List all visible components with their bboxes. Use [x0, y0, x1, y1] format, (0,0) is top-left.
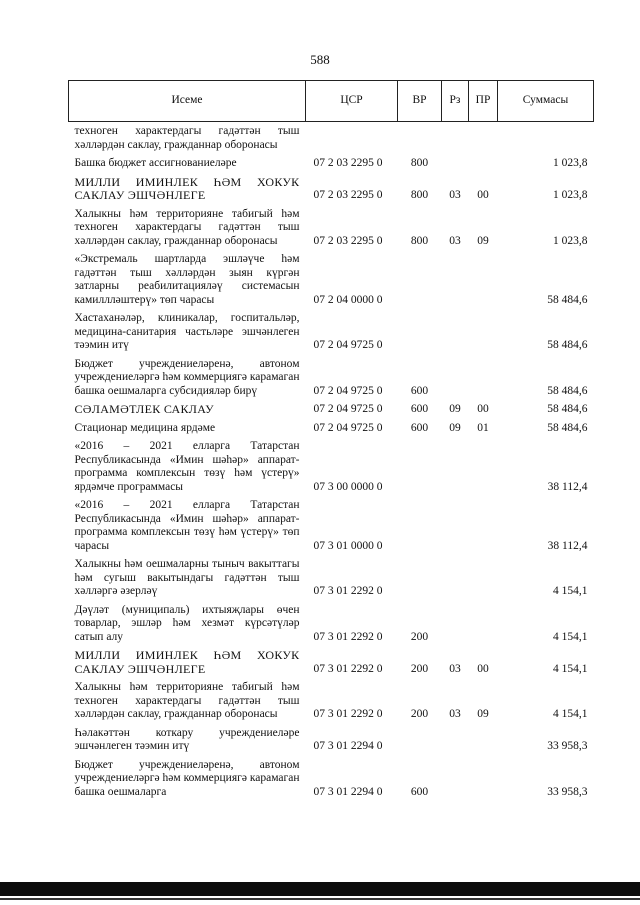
- table-row: [69, 756, 594, 802]
- row-name: МИЛЛИ ИМИНЛЕК ҺӘМ ХОКУК САКЛАУ ЭШЧӘНЛЕГЕ: [74, 174, 300, 202]
- row-rz: 03: [449, 708, 461, 720]
- row-amount: 4 154,1: [553, 585, 588, 597]
- table-row: [69, 205, 594, 251]
- row-rz: [442, 154, 469, 173]
- row-vr: [398, 496, 442, 555]
- row-amount: 58 484,6: [547, 384, 588, 397]
- row-amount: 38 112,4: [547, 539, 588, 552]
- row-pr: [469, 154, 498, 173]
- row-name: Халыкны һәм территорияне табигый һәм техноген характердагы гадәттән тыш хәлләрдән саклау, гражданнар оборонасы: [74, 681, 300, 720]
- table-row: [69, 496, 594, 555]
- row-name: Дәүләт (муниципаль) ихтыяҗлары өчен товарлар, эшләр һәм хезмәт күрсәтүләр сатып алу: [74, 603, 300, 643]
- row-vr: [398, 437, 442, 496]
- row-csr: 07 2 04 9725 0: [313, 403, 383, 415]
- row-vr: 600: [410, 384, 429, 397]
- row-rz: [442, 437, 469, 496]
- page-number: 588: [310, 52, 330, 67]
- table-row: [69, 601, 594, 647]
- table-row: [69, 122, 594, 155]
- row-name: «2016 – 2021 елларга Татарстан Республикасында «Имин шәһәр» аппарат-программа комплексын төзү һәм үстерү» төп чарасы: [74, 499, 300, 552]
- header-vr: ВР: [398, 81, 442, 122]
- table-row: [69, 154, 594, 173]
- row-pr: 00: [477, 403, 489, 415]
- row-csr: 07 2 04 9725 0: [313, 421, 383, 434]
- row-rz: [442, 601, 469, 647]
- header-rz: Рз: [442, 81, 469, 122]
- row-rz: 03: [449, 189, 461, 201]
- row-csr: 07 2 03 2295 0: [313, 157, 383, 169]
- row-pr: 09: [477, 708, 489, 720]
- table-row: [69, 419, 594, 438]
- row-vr: 200: [410, 630, 429, 643]
- row-csr: 07 2 04 0000 0: [313, 293, 383, 306]
- row-pr: 00: [477, 662, 489, 675]
- row-pr: [469, 437, 498, 496]
- row-vr: 800: [410, 234, 429, 247]
- row-csr: 07 3 01 2294 0: [313, 785, 383, 798]
- table-row: [69, 437, 594, 496]
- row-rz: [442, 496, 469, 555]
- row-pr: [469, 555, 498, 601]
- row-amount: 58 484,6: [547, 293, 588, 306]
- row-vr: 600: [410, 785, 429, 798]
- row-amount: 1 023,8: [553, 157, 588, 169]
- row-name: Башка бюджет ассигнованиеләре: [74, 157, 237, 169]
- row-rz: [442, 724, 469, 756]
- row-name: Стационар медицина ярдәме: [74, 421, 216, 434]
- row-amount: 4 154,1: [553, 662, 588, 675]
- row-pr: [469, 122, 498, 155]
- row-pr: [469, 724, 498, 756]
- row-name: «2016 – 2021 елларга Татарстан Республикасында «Имин шәһәр» аппарат-программа комплексын төзү һәм үстерү» ярдәмче программасы: [74, 440, 300, 493]
- row-vr: [398, 724, 442, 756]
- row-pr: 09: [477, 234, 489, 247]
- row-rz: [442, 355, 469, 401]
- row-pr: [469, 309, 498, 355]
- table-row: [69, 173, 594, 205]
- header-amount: Суммасы: [498, 81, 594, 122]
- row-vr: [398, 555, 442, 601]
- row-amount: 58 484,6: [547, 403, 588, 415]
- row-csr: [306, 122, 398, 155]
- row-csr: 07 2 04 9725 0: [313, 384, 383, 397]
- row-name: «Экстремаль шартларда эшләүче һәм гадәттән тыш хәлләрдән зыян күргән затларны реабилитацияләү системасын камиллләштерү» төп чарасы: [74, 253, 300, 306]
- table-header-row: [69, 81, 594, 122]
- row-amount: 58 484,6: [547, 339, 588, 351]
- table-row: [69, 678, 594, 724]
- row-csr: 07 3 01 2292 0: [313, 662, 383, 675]
- row-pr: [469, 250, 498, 309]
- row-vr: [398, 309, 442, 355]
- row-rz: [442, 122, 469, 155]
- row-name: МИЛЛИ ИМИНЛЕК ҺӘМ ХОКУК САКЛАУ ЭШЧӘНЛЕГЕ: [74, 648, 300, 676]
- row-name: Хастаханәләр, клиникалар, госпитальләр, медицина-санитария частьләре эшчәнлеген тәэмин итү: [74, 312, 300, 351]
- row-name: техноген характердагы гадәттән тыш хәлләрдән саклау, гражданнар оборонасы: [74, 125, 300, 151]
- row-csr: 07 2 03 2295 0: [313, 234, 383, 247]
- row-amount: 58 484,6: [547, 421, 588, 434]
- row-name: Бюджет учреждениеләренә, автоном учреждениеләргә һәм коммерциягә карамаган башка оешмаларга: [74, 758, 300, 798]
- row-vr: [398, 250, 442, 309]
- table-row: [69, 400, 594, 419]
- row-rz: [442, 756, 469, 802]
- row-amount: 1 023,8: [553, 234, 588, 247]
- table-row: [69, 250, 594, 309]
- row-vr: [398, 122, 442, 155]
- row-vr: 200: [410, 708, 429, 720]
- row-vr: 800: [410, 189, 429, 201]
- row-amount: 38 112,4: [547, 480, 588, 493]
- row-csr: 07 3 01 2292 0: [313, 708, 383, 720]
- row-rz: 09: [449, 421, 461, 434]
- table-row: [69, 355, 594, 401]
- header-csr: ЦСР: [306, 81, 398, 122]
- table-row: [69, 724, 594, 756]
- row-csr: 07 3 01 2294 0: [313, 740, 383, 752]
- row-csr: 07 3 00 0000 0: [313, 480, 383, 493]
- header-pr: ПР: [469, 81, 498, 122]
- row-amount: 1 023,8: [553, 189, 588, 201]
- row-name: Һәлакәттән коткару учреждениеләре эшчәнлеген тәэмин итү: [74, 726, 300, 752]
- row-pr: [469, 756, 498, 802]
- row-amount: 4 154,1: [553, 708, 588, 720]
- row-rz: [442, 555, 469, 601]
- row-csr: 07 3 01 2292 0: [313, 630, 383, 643]
- row-vr: 200: [410, 662, 429, 675]
- scan-edge-line: [0, 898, 640, 900]
- table-row: [69, 555, 594, 601]
- row-name: Бюджет учреждениеләренә, автоном учреждениеләргә һәм коммерциягә карамаган башка оешмаларга субсидияләр бирү: [74, 357, 300, 397]
- row-rz: 03: [449, 234, 461, 247]
- row-amount: 33 958,3: [547, 740, 588, 752]
- row-vr: 600: [410, 403, 429, 415]
- table-body: [69, 122, 594, 802]
- row-csr: 07 3 01 2292 0: [313, 585, 383, 597]
- row-name: Халыкны һәм оешмаларны тыныч вакыттагы һәм сугыш вакытындагы гадәттән тыш хәлләргә әзерләү: [74, 558, 300, 597]
- row-rz: [442, 309, 469, 355]
- row-name: СӘЛАМӘТЛЕК САКЛАУ: [74, 402, 214, 416]
- row-name: Халыкны һәм территорияне табигый һәм техноген характердагы гадәттән тыш хәлләрдән саклау, гражданнар оборонасы: [74, 207, 300, 247]
- table-row: [69, 309, 594, 355]
- table-row: [69, 646, 594, 678]
- row-amount: 33 958,3: [547, 785, 588, 798]
- row-pr: [469, 496, 498, 555]
- row-csr: 07 2 03 2295 0: [313, 189, 383, 201]
- row-amount: [498, 122, 594, 155]
- budget-table: [68, 80, 594, 801]
- row-csr: 07 3 01 0000 0: [313, 539, 383, 552]
- row-rz: 03: [449, 662, 461, 675]
- row-vr: 600: [410, 421, 429, 434]
- row-pr: [469, 601, 498, 647]
- row-pr: [469, 355, 498, 401]
- row-pr: 01: [477, 421, 489, 434]
- row-csr: 07 2 04 9725 0: [313, 339, 383, 351]
- row-amount: 4 154,1: [553, 630, 588, 643]
- header-name: Исеме: [69, 81, 306, 122]
- row-vr: 800: [410, 157, 429, 169]
- scan-edge-bar: [0, 882, 640, 896]
- row-rz: [442, 250, 469, 309]
- row-rz: 09: [449, 403, 461, 415]
- row-pr: 00: [477, 189, 489, 201]
